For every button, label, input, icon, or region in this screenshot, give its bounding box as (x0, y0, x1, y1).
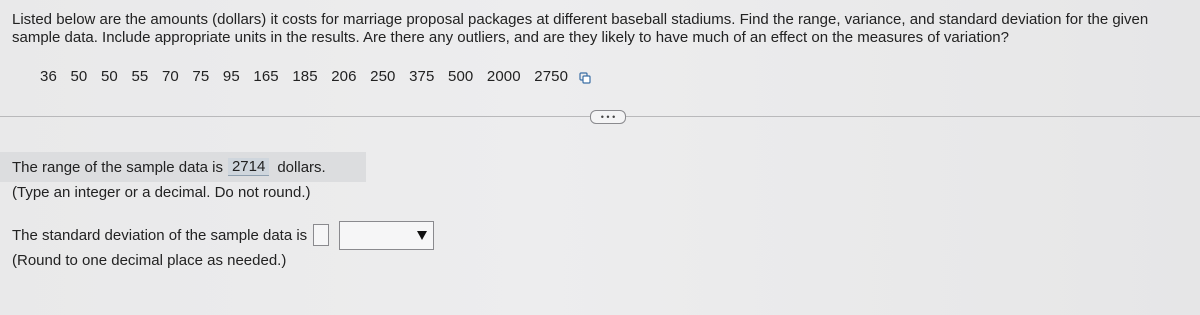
data-value: 165 (253, 67, 279, 85)
data-value: 2000 (486, 67, 521, 85)
data-value: 50 (100, 67, 118, 85)
range-prefix: The range of the sample data is (12, 158, 223, 176)
data-value: 36 (40, 67, 57, 85)
std-dev-input[interactable] (313, 224, 329, 246)
data-value: 95 (222, 67, 240, 85)
std-dev-hint: (Round to one decimal place as needed.) (12, 252, 287, 269)
data-value: 375 (409, 67, 435, 85)
std-dev-unit-dropdown[interactable] (339, 221, 434, 250)
expand-more-button[interactable]: • • • (590, 110, 626, 124)
copy-data-icon[interactable] (579, 71, 591, 83)
dropdown-arrow-icon (416, 230, 428, 241)
data-value: 185 (292, 67, 318, 85)
range-value[interactable]: 2714 (228, 158, 269, 176)
data-value: 55 (131, 67, 149, 85)
range-unit: dollars. (277, 158, 326, 176)
data-value: 500 (448, 67, 474, 85)
range-answer-line (12, 153, 366, 181)
data-value: 70 (161, 67, 179, 85)
question-text (12, 11, 1197, 47)
std-dev-answer-line (12, 223, 434, 247)
range-answer-block (0, 152, 366, 182)
question-line-2: sample data. Include appropriate units in the results. Are there any outliers, and are they likely to have much of an effect on the measures of variation? (12, 29, 1009, 46)
data-value: 250 (370, 67, 396, 85)
std-dev-prefix: The standard deviation of the sample data is (12, 226, 308, 244)
data-values-row (40, 66, 591, 86)
data-value: 2750 (534, 67, 569, 85)
data-value: 206 (331, 67, 357, 85)
data-value: 75 (192, 67, 210, 85)
question-line-1: Listed below are the amounts (dollars) it costs for marriage proposal packages at different baseball stadiums. Find the range, variance, and standard deviation for the given (12, 11, 1149, 28)
data-value: 50 (70, 67, 88, 85)
range-hint: (Type an integer or a decimal. Do not round.) (12, 184, 311, 201)
